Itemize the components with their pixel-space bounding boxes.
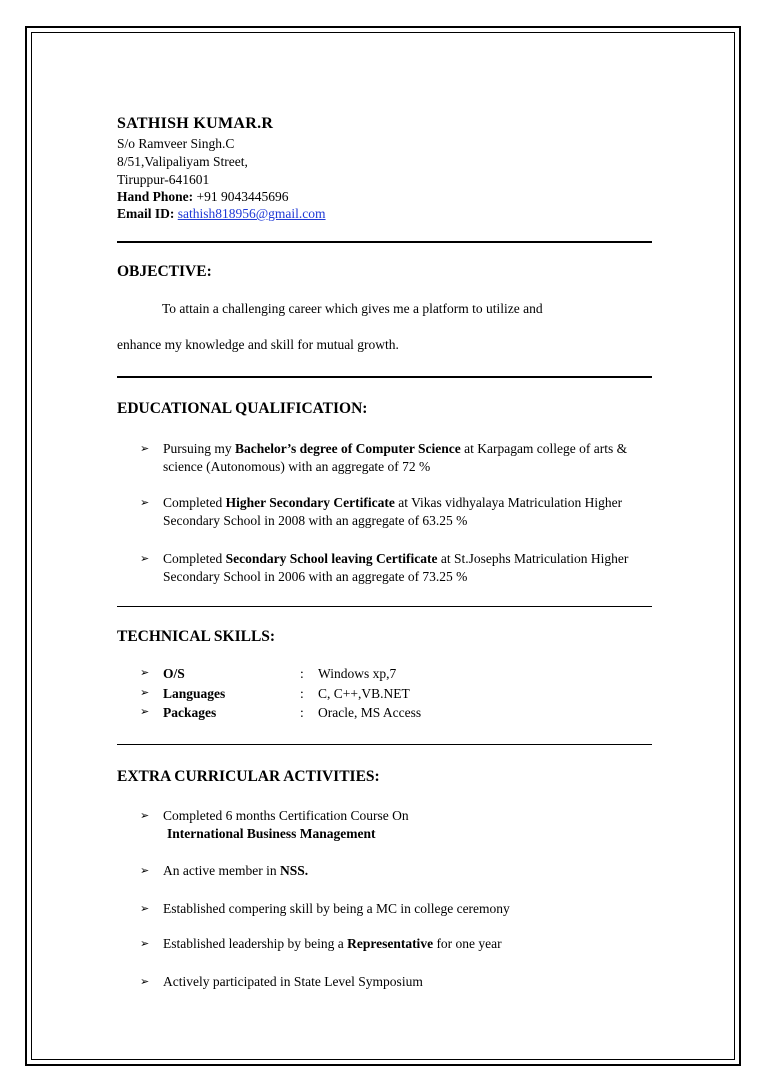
phone-value: +91 9043445696 [193,189,289,204]
skill-key: O/S [163,666,185,681]
skill-row [0,686,768,704]
arrow-bullet-icon: ➢ [140,552,150,565]
skill-key: Packages [163,705,217,720]
skill-value: Windows xp,7 [318,666,397,681]
skill-value: C, C++,VB.NET [318,686,410,701]
activity-item: ➢ Established compering skill by being a MC in college ceremony [140,901,510,916]
activity-item: ➢ Established leadership by being a Representative for one year [140,936,502,951]
divider [117,744,652,745]
email-link[interactable]: sathish818956@gmail.com [177,206,326,221]
skill-row [0,666,768,684]
phone-line [117,189,289,205]
address-line-3: Tiruppur-641601 [117,172,210,187]
activities-heading: EXTRA CURRICULAR ACTIVITIES: [117,768,380,785]
arrow-bullet-icon: ➢ [140,937,150,950]
arrow-bullet-icon: ➢ [140,686,150,699]
objective-line-2: enhance my knowledge and skill for mutual growth. [117,337,399,352]
divider [117,606,652,607]
arrow-bullet-icon: ➢ [140,442,150,455]
arrow-bullet-icon: ➢ [140,902,150,915]
skill-row [0,705,768,723]
phone-label: Hand Phone: [117,189,194,204]
objective-heading: OBJECTIVE: [117,263,212,280]
skill-value: Oracle, MS Access [318,705,422,720]
activity-item: ➢ An active member in NSS. [140,863,309,878]
education-item: ➢ Completed Higher Secondary Certificate at Vikas vidhyalaya Matriculation Higher Secondary School in 2008 with an aggregate of 63.25 % [140,495,623,528]
skill-separator: : [300,686,304,701]
activity-item: ➢ Actively participated in State Level Symposium [140,974,423,989]
skill-separator: : [300,666,304,681]
divider [117,241,652,243]
arrow-bullet-icon: ➢ [140,496,150,509]
skills-heading: TECHNICAL SKILLS: [117,628,276,645]
email-line [117,206,326,222]
address-line-2: 8/51,Valipaliyam Street, [117,154,248,169]
arrow-bullet-icon: ➢ [140,666,150,679]
arrow-bullet-icon: ➢ [140,705,150,718]
address-line-1: S/o Ramveer Singh.C [117,136,235,151]
education-item: ➢ Completed Secondary School leaving Certificate at St.Josephs Matriculation Higher Secondary School in 2006 with an aggregate of 73.25 % [140,551,629,584]
arrow-bullet-icon: ➢ [140,864,150,877]
skill-key: Languages [163,686,226,701]
activity-item: ➢ Completed 6 months Certification Course On International Business Management [140,808,409,841]
email-label: Email ID: [117,206,175,221]
candidate-name: SATHISH KUMAR.R [117,115,274,132]
education-item: ➢ Pursuing my Bachelor’s degree of Computer Science at Karpagam college of arts & science (Autonomous) with an aggregate of 72 % [140,441,628,474]
education-heading: EDUCATIONAL QUALIFICATION: [117,400,368,417]
divider [117,376,652,378]
arrow-bullet-icon: ➢ [140,809,150,822]
arrow-bullet-icon: ➢ [140,975,150,988]
skill-separator: : [300,705,304,720]
objective-line-1: To attain a challenging career which gives me a platform to utilize and [162,301,543,316]
